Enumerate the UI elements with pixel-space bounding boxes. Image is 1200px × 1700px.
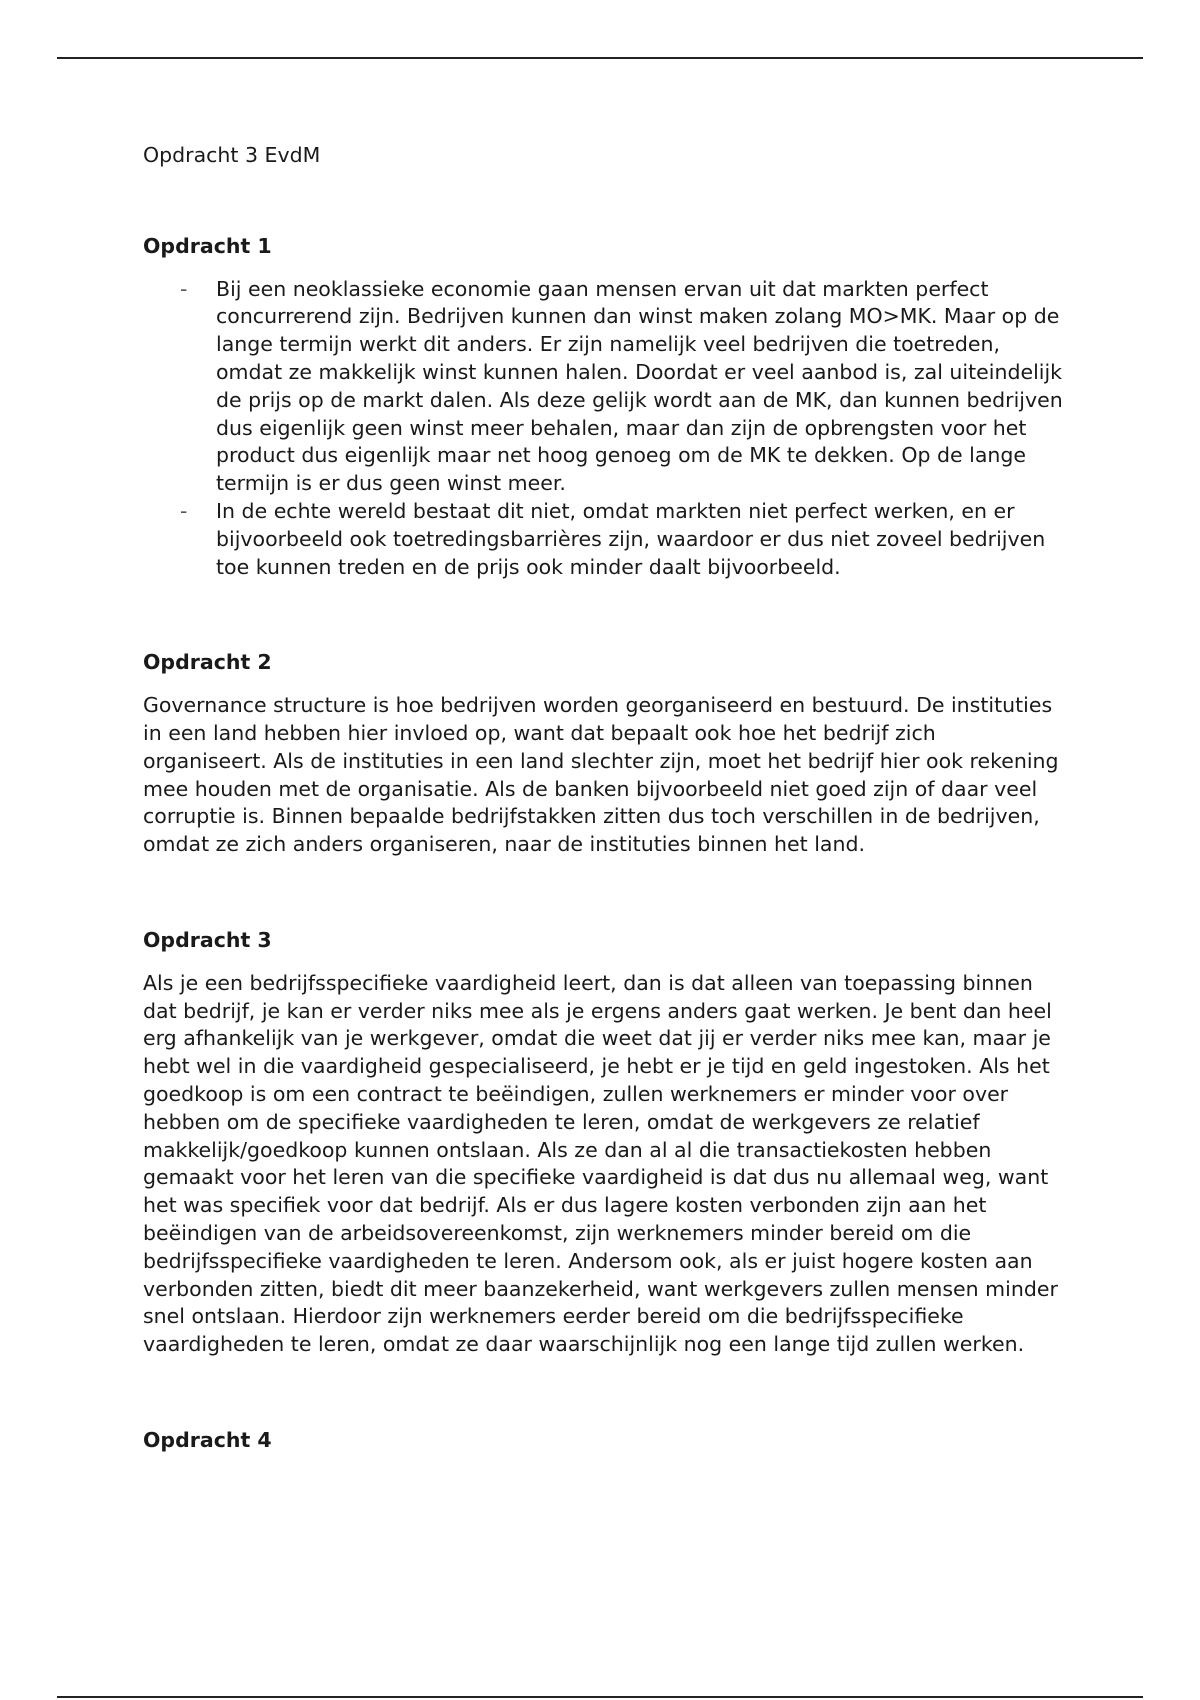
bullet-dash: - xyxy=(180,276,188,301)
section-opdracht-3 xyxy=(143,927,1063,1359)
bullet-item xyxy=(143,276,1063,498)
header-rule xyxy=(57,57,1143,59)
bullet-text: Bij een neoklassieke economie gaan mensen ervan uit dat markten perfect concurrerend zijn. Bedrijven kunnen dan winst maken zolang MO>MK. Maar op de lange termijn werkt dit anders. Er zijn namelijk veel bedrijven die toetreden, omdat ze makkelijk winst kunnen halen. Doordat er veel aanbod is, zal uiteindelijk de prijs op de markt dalen. Als deze gelijk wordt aan de MK, dan kunnen bedrijven dus eigenlijk geen winst meer behalen, maar dan zijn de opbrengsten voor het product dus eigenlijk maar net hoog genoeg om de MK te dekken. Op de lange termijn is er dus geen winst meer. xyxy=(216,276,1063,496)
section-heading: Opdracht 4 xyxy=(143,1427,272,1452)
section-paragraph: Governance structure is hoe bedrijven worden georganiseerd en bestuurd. De instituties in een land hebben hier invloed op, want dat bepaalt ook hoe het bedrijf zich organiseert. Als de instituties in een land slechter zijn, moet het bedrijf hier ook rekening mee houden met de organisatie. Als de banken bijvoorbeeld niet goed zijn of daar veel corruptie is. Binnen bepaalde bedrijfstakken zitten dus toch verschillen in de bedrijven, omdat ze zich anders organiseren, naar de instituties binnen het land. xyxy=(143,693,1059,857)
section-paragraph: Als je een bedrijfsspecifieke vaardigheid leert, dan is dat alleen van toepassing binnen dat bedrijf, je kan er verder niks mee als je ergens anders gaat werken. Je bent dan heel erg afhankelijk van je werkgever, omdat die weet dat jij er verder niks mee kan, maar je hebt wel in die vaardigheid gespecialiseerd, je hebt er je tijd en geld ingestoken. Als het goedkoop is om een contract te beëindigen, zullen werknemers er minder voor over hebben om de specifieke vaardigheden te leren, omdat de werkgevers ze relatief makkelijk/goedkoop kunnen ontslaan. Als ze dan al al die transactiekosten hebben gemaakt voor het leren van die specifieke vaardigheid is dat dus nu allemaal weg, want het was specifiek voor dat bedrijf. Als er dus lagere kosten verbonden zijn aan het beëindigen van de arbeidsovereenkomst, zijn werknemers minder bereid om die bedrijfsspecifieke vaardigheden te leren. Andersom ook, als er juist hogere kosten aan verbonden zitten, biedt dit meer baanzekerheid, want werkgevers zullen mensen minder snel ontslaan. Hierdoor zijn werknemers eerder bereid om die bedrijfsspecifieke vaardigheden te leren, omdat ze daar waarschijnlijk nog een lange tijd zullen werken. xyxy=(143,970,1058,1357)
section-heading: Opdracht 1 xyxy=(143,233,272,258)
bullet-item xyxy=(143,498,1063,581)
document-title: Opdracht 3 EvdM xyxy=(143,143,321,167)
bullet-list xyxy=(143,276,1063,582)
bullet-dash: - xyxy=(180,498,188,523)
section-opdracht-4 xyxy=(143,1427,1063,1455)
section-heading: Opdracht 2 xyxy=(143,650,272,675)
bullet-text: In de echte wereld bestaat dit niet, omdat markten niet perfect werken, en er bijvoorbeeld ook toetredingsbarrières zijn, waardoor er dus niet zoveel bedrijven toe kunnen treden en de prijs ook minder daalt bijvoorbeeld. xyxy=(216,498,1046,579)
section-heading: Opdracht 3 xyxy=(143,927,272,952)
document-body xyxy=(143,142,1063,1470)
footer-rule xyxy=(57,1696,1143,1698)
section-opdracht-1 xyxy=(143,233,1063,582)
section-opdracht-2 xyxy=(143,649,1063,859)
